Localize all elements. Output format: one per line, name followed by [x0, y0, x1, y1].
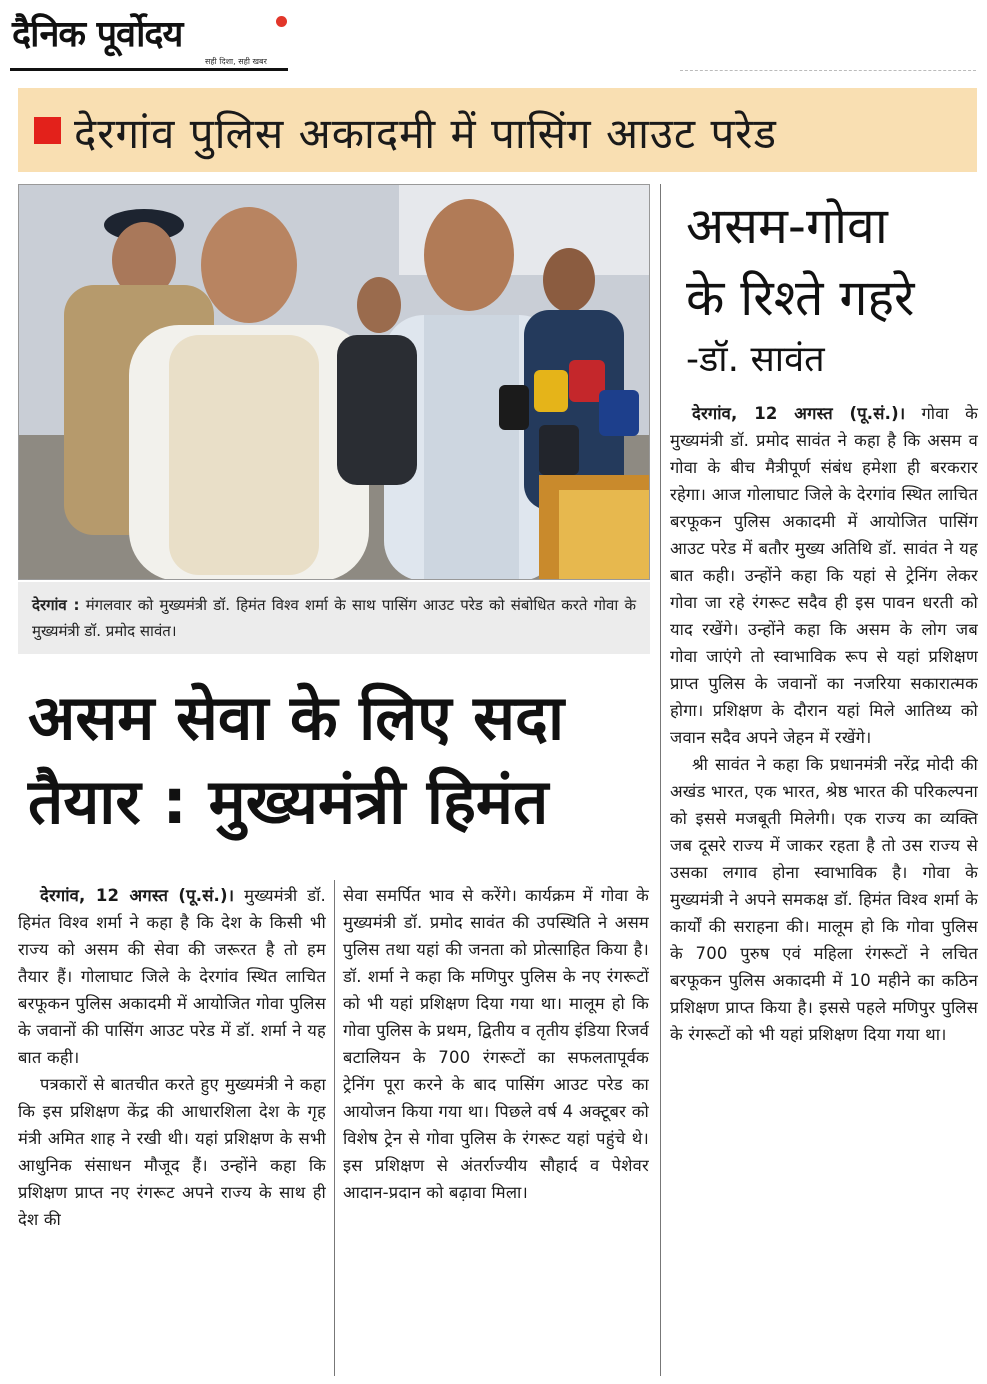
column-divider: [334, 880, 335, 1376]
caption-text: मंगलवार को मुख्यमंत्री डॉ. हिमंत विश्व शर्मा के साथ पासिंग आउट परेड को संबोधित करते गोवा के मुख्यमंत्री डॉ. प्रमोद सावंत।: [32, 596, 636, 640]
side-paragraph-2: श्री सावंत ने कहा कि प्रधानमंत्री नरेंद्र मोदी की अखंड भारत, एक भारत, श्रेष्ठ भारत की परिकल्पना को इससे मजबूती मिलेगी। एक राज्य का व्यक्ति जब दूसरे राज्य में जाकर रहता है तो उस राज्य से उसका लगाव होना स्वाभाविक है। गोवा के मुख्यमंत्री ने अपने समकक्ष डॉ. हिमंत विश्व शर्मा के कार्यों की सराहना की। मालूम हो कि गोवा पुलिस के 700 पुरुष एवं महिला रंगरूटों ने लचित बरफूकन पुलिस अकादमी में 10 महीने का कठिन प्रशिक्षण प्राप्त किया है। इससे पहले मणिपुर पुलिस के रंगरूटों को भी यहां प्रशिक्षण दिया गया था।: [670, 755, 978, 1044]
page-banner: [18, 88, 977, 172]
side-dateline: देरगांव, 12 अगस्त (पू.सं.)।: [692, 404, 906, 423]
photo-illustration: [19, 185, 650, 580]
side-headline: [686, 190, 976, 334]
column-divider: [660, 184, 661, 1376]
main-paragraph-2: पत्रकारों से बातचीत करते हुए मुख्यमंत्री ने कहा कि इस प्रशिक्षण केंद्र की आधारशिला देश के गृह मंत्री अमित शाह ने रखी थी। यहां प्रशिक्षण के सभी आधुनिक संसाधन मौजूद हैं। उन्होंने कहा कि प्रशिक्षण प्राप्त नए रंगरूट अपने राज्य के साथ ही देश की: [18, 1075, 326, 1229]
newspaper-tagline: सही दिशा, सही खबर: [205, 57, 267, 66]
main-paragraph-1: मुख्यमंत्री डॉ. हिमंत विश्व शर्मा ने कहा है कि देश के किसी भी राज्य को असम की सेवा की जरूरत है तो हम तैयार हैं। गोलाघाट जिले के देरगांव स्थित लाचित बरफूकन पुलिस अकादमी में आयोजित गोवा पुलिस के जवानों की पासिंग आउट परेड में डॉ. शर्मा ने यह बात कही।: [18, 886, 326, 1067]
main-article-column-2: [343, 882, 649, 1206]
main-headline: असम सेवा के लिए सदा तैयार : मुख्यमंत्री हिमंत: [28, 681, 565, 838]
photo-caption: [18, 582, 650, 654]
main-dateline: देरगांव, 12 अगस्त (पू.सं.)।: [40, 886, 235, 905]
side-article-column: [670, 400, 978, 1048]
newspaper-name: दैनिक पूर्वोदय: [12, 14, 183, 55]
banner-title: देरगांव पुलिस अकादमी में पासिंग आउट परेड: [74, 109, 777, 158]
side-headline-line-1: असम-गोवा: [686, 197, 888, 255]
side-paragraph-1: गोवा के मुख्यमंत्री डॉ. प्रमोद सावंत ने कहा है कि असम व गोवा के बीच मैत्रीपूर्ण संबंध हमेशा ही बरकरार रहेगा। आज गोलाघाट जिले के देरगांव स्थित लाचित बरफूकन पुलिस अकादमी में आयोजित पासिंग आउट परेड में बतौर मुख्य अतिथि डॉ. सावंत ने यह बात कही। उन्होंने कहा कि यहां से ट्रेनिंग लेकर गोवा जा रहे रंगरूट सदैव ही इस पावन धरती को याद रखेंगे। उन्होंने कहा कि असम के लोग जब गोवा जाएंगे तो स्वाभाविक रूप से यहां प्रशिक्षण प्राप्त पुलिस के जवानों का नजरिया सकारात्मक होगा। प्रशिक्षण के दौरान यहां मिले आतिथ्य को जवान सदैव अपने जेहन में रखेंगे।: [670, 404, 978, 747]
side-byline: -डॉ. सावंत: [686, 339, 825, 380]
red-square-icon: [34, 117, 61, 144]
masthead: [10, 6, 288, 70]
main-article-column-1: [18, 882, 326, 1233]
masthead-rule: [10, 68, 288, 71]
main-paragraph-3: सेवा समर्पित भाव से करेंगे। कार्यक्रम में गोवा के मुख्यमंत्री डॉ. प्रमोद सावंत की उपस्थिति ने असम पुलिस तथा यहां की जनता को प्रोत्साहित किया है। डॉ. शर्मा ने कहा कि मणिपुर पुलिस के नए रंगरूटों को भी यहां प्रशिक्षण दिया गया था। मालूम हो कि गोवा पुलिस के प्रथम, द्वितीय व तृतीय इंडिया रिजर्व बटालियन के 700 रंगरूटों का सफलतापूर्वक ट्रेनिंग पूरा करने के बाद पासिंग आउट परेड का आयोजन किया गया था। पिछले वर्ष 4 अक्टूबर को विशेष ट्रेन से गोवा पुलिस के रंगरूट यहां पहुंचे थे। इस प्रशिक्षण से अंतर्राज्यीय सौहार्द व पेशेवर आदान-प्रदान को बढ़ावा मिला।: [343, 886, 649, 1202]
masthead-dot-icon: [276, 16, 287, 27]
side-headline-line-2: के रिश्ते गहरे: [686, 269, 915, 327]
top-divider: [680, 70, 976, 72]
news-photo: [18, 184, 650, 580]
caption-place: देरगांव :: [32, 596, 80, 614]
